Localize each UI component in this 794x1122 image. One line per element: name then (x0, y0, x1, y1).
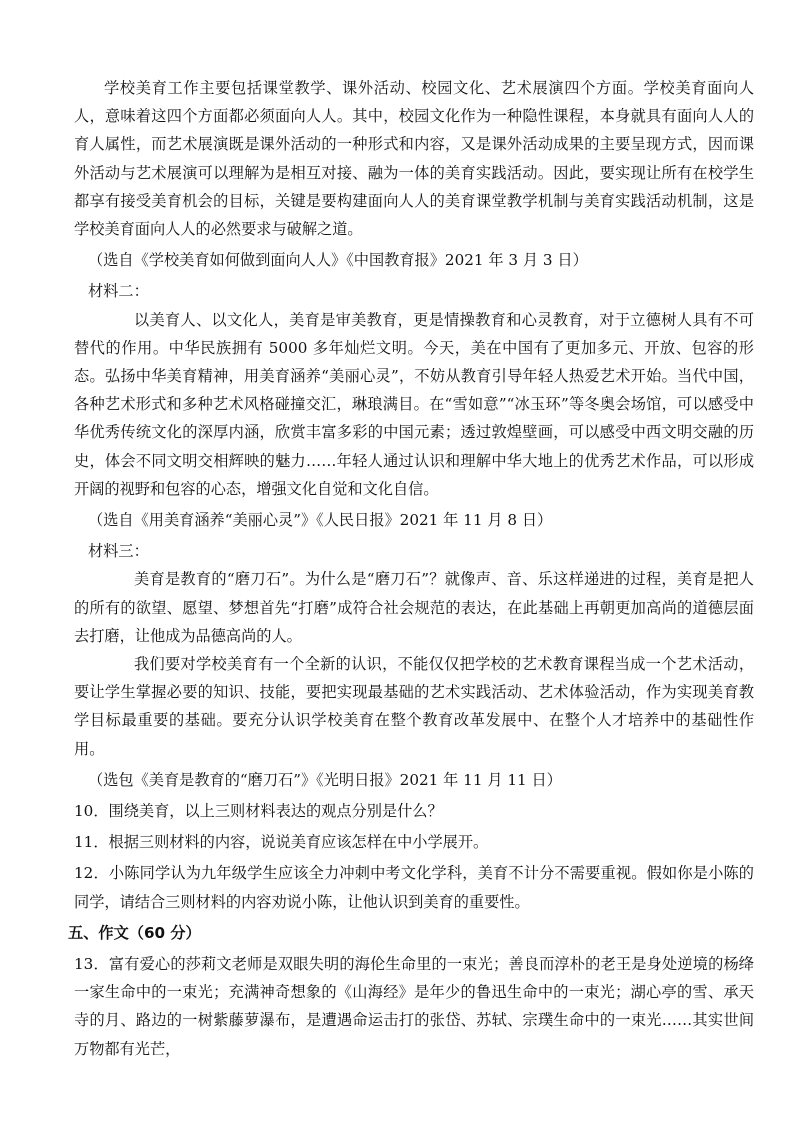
material3-source: （选包《美育是教育的“磨刀石”》《光明日报》2021 年 11 月 11 日） (88, 770, 562, 789)
material2-paragraph: 以美育人、以文化人，美育是审美教育，更是情操教育和心灵教育，对于立德树人具有不可替代的作用。中华民族拥有 5000 多年灿烂文明。今天，美在中国有了更加多元、开放、包容的形态。弘扬中华美育精神，用美育涵养“美丽心灵”，不妨从教育引导年轻人热爱艺术开始。当代中国，各种艺术形式和多种艺术风格碰撞交汇，琳琅满目。在“雪如意”“冰玉环”等冬奥会场馆，可以感受中华优秀传统文化的深厚内涵，欣赏丰富多彩的中国元素；透过敦煌壁画，可以感受中西文明交融的历史，体会不同文明交相辉映的魅力……年轻人通过认识和理解中华大地上的优秀艺术作品，可以形成开阔的视野和包容的心态，增强文化自觉和文化自信。 (74, 310, 754, 498)
material1-source: （选自《学校美育如何做到面向人人》《中国教育报》2021 年 3 月 3 日） (88, 251, 588, 270)
material1-paragraph: 学校美育工作主要包括课堂教学、课外活动、校园文化、艺术展演四个方面。学校美育面向人人，意味着这四个方面都必须面向人人。其中，校园文化作为一种隐性课程，本身就具有面向人人的育人属性，而艺术展演既是课外活动的一种形式和内容，又是课外活动成果的主要呈现方式，因而课外活动与艺术展演可以理解为是相互对接、融为一体的美育实践活动。因此，要实现让所有在校学生都享有接受美育机会的目标，关键是要构建面向人人的美育课堂教学机制与美育实践活动机制，这是学校美育面向人人的必然要求与破解之道。 (74, 79, 754, 239)
document-page (68, 74, 754, 1066)
question-10: 10．围绕美育，以上三则材料表达的观点分别是什么？ (74, 802, 443, 821)
material3-paragraph-1: 美育是教育的“磨刀石”。为什么是“磨刀石”？就像声、音、乐这样递进的过程，美育是把人的所有的欲望、愿望、梦想首先“打磨”成符合社会规范的表达，在此基础上再朝更加高尚的道德层面去打磨，让他成为品德高尚的人。 (74, 570, 754, 645)
question-12: 12．小陈同学认为九年级学生应该全力冲刺中考文化学科，美育不计分不需要重视。假如你是小陈的同学，请结合三则材料的内容劝说小陈，让他认识到美育的重要性。 (74, 864, 754, 911)
question-13: 13．富有爱心的莎莉文老师是双眼失明的海伦生命里的一束光；善良而淳朴的老王是身处逆境的杨绛一家生命中的一束光；充满神奇想象的《山海经》是年少的鲁迅生命中的一束光；湖心亭的雪、承天寺的月、路边的一树紫藤萝瀑布，是遭遇命运击打的张岱、苏轼、宗璞生命中的一束光……其实世间万物都有光芒， (74, 954, 754, 1058)
material2-source: （选自《用美育涵养“美丽心灵”》《人民日报》2021 年 11 月 8 日） (88, 511, 553, 530)
section-heading-composition: 五、作文（60 分） (68, 923, 201, 942)
material3-paragraph-2: 我们要对学校美育有一个全新的认识，不能仅仅把学校的艺术教育课程当成一个艺术活动，要让学生掌握必要的知识、技能，要把实现最基础的艺术实践活动、艺术体验活动，作为实现美育教学目标最重要的基础。要充分认识学校美育在整个教育改革发展中、在整个人才培养中的基础性作用。 (74, 655, 754, 758)
material2-label: 材料二： (88, 282, 149, 301)
question-11: 11．根据三则材料的内容，说说美育应该怎样在中小学展开。 (74, 833, 489, 852)
material3-label: 材料三： (88, 542, 149, 561)
